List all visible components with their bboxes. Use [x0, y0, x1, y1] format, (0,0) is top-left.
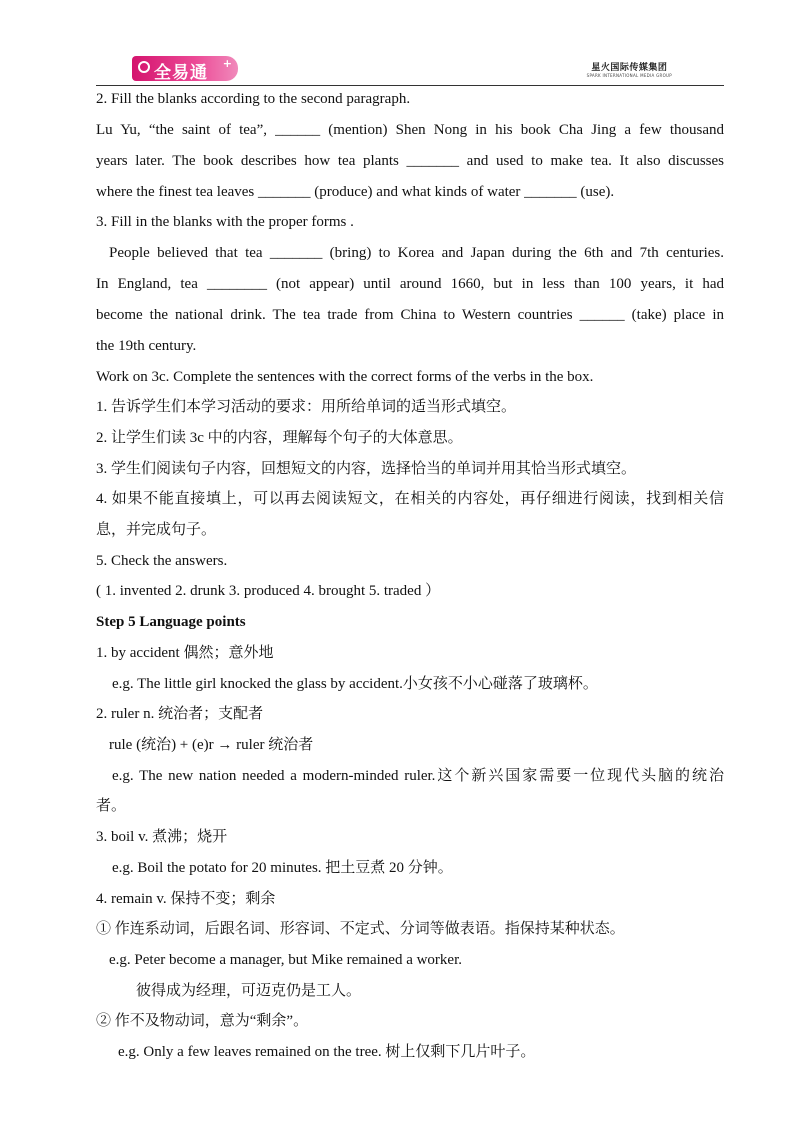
logo-plus-icon: +	[222, 57, 232, 70]
section-heading: Step 5 Language points	[96, 614, 246, 630]
example-sentence: e.g. The new nation needed a modern-minded ruler.这个新兴国家需要一位现代头脑的统治	[112, 768, 724, 784]
list-item: 4. 如果不能直接填上，可以再去阅读短文，在相关的内容处，再仔细进行阅读，找到相关信	[96, 491, 724, 507]
logo-circle-icon	[138, 61, 150, 73]
word-formation: rule (统治) + (e)r → ruler 统治者	[109, 737, 314, 753]
vocab-item: 4. remain v. 保持不变；剩余	[96, 891, 276, 907]
exercise-3-heading: 3. Fill in the blanks with the proper forms .	[96, 214, 354, 230]
example-sentence: e.g. Peter become a manager, but Mike remained a worker.	[109, 952, 463, 968]
example-sentence: e.g. The little girl knocked the glass by accident.小女孩不小心碰落了玻璃杯。	[112, 676, 598, 692]
example-sentence-continued: 者。	[96, 798, 127, 814]
vocab-item: 1. by accident 偶然；意外地	[96, 645, 274, 661]
paragraph-line: In England, tea ________ (not appear) until around 1660, but in less than 100 years, it had	[96, 276, 724, 292]
header-divider	[96, 85, 724, 86]
logo-text: 全易通	[154, 63, 208, 83]
page-header	[96, 50, 724, 86]
paragraph-line: People believed that tea _______ (bring) to Korea and Japan during the 6th and 7th centuries.	[109, 245, 724, 261]
list-item: 5. Check the answers.	[96, 553, 228, 569]
list-item: 3. 学生们阅读句子内容，回想短文的内容，选择恰当的单词并用其恰当形式填空。	[96, 461, 637, 477]
answer-key: ( 1. invented 2. drunk 3. produced 4. brought 5. traded ）	[96, 583, 441, 599]
exercise-2-heading: 2. Fill the blanks according to the second paragraph.	[96, 91, 411, 107]
paragraph-line: become the national drink. The tea trade from China to Western countries ______ (take) place in	[96, 307, 724, 323]
example-sentence: e.g. Only a few leaves remained on the tree. 树上仅剩下几片叶子。	[118, 1044, 536, 1060]
task-heading: Work on 3c. Complete the sentences with the correct forms of the verbs in the box.	[96, 369, 594, 385]
paragraph-line: Lu Yu, “the saint of tea”, ______ (mention) Shen Nong in his book Cha Jing a few thousand	[96, 122, 724, 138]
vocab-item: 2. ruler n. 统治者；支配者	[96, 706, 264, 722]
list-item-continued: 息，并完成句子。	[96, 522, 217, 538]
paragraph-line: the 19th century.	[96, 338, 197, 354]
company-name-cn: 星火国际传媒集团	[591, 63, 668, 73]
list-item: 1. 告诉学生们本学习活动的要求：用所给单词的适当形式填空。	[96, 399, 517, 415]
vocab-item: 3. boil v. 煮沸；烧开	[96, 829, 228, 845]
usage-note: ① 作连系动词，后跟名词、形容词、不定式、分词等做表语。指保持某种状态。	[96, 921, 625, 937]
example-sentence: e.g. Boil the potato for 20 minutes. 把土豆煮 20 分钟。	[112, 860, 453, 876]
brand-logo	[132, 56, 238, 81]
usage-note: ② 作不及物动词，意为“剩余”。	[96, 1013, 309, 1029]
paragraph-line: where the finest tea leaves _______ (produce) and what kinds of water _______ (use).	[96, 184, 615, 200]
list-item: 2. 让学生们读 3c 中的内容，理解每个句子的大体意思。	[96, 430, 463, 446]
company-name-en: SPARK INTERNATIONAL MEDIA GROUP	[586, 73, 672, 78]
company-name	[587, 60, 672, 78]
example-translation: 彼得成为经理，可迈克仍是工人。	[136, 983, 362, 999]
paragraph-line: years later. The book describes how tea plants _______ and used to make tea. It also discusses	[96, 153, 724, 169]
